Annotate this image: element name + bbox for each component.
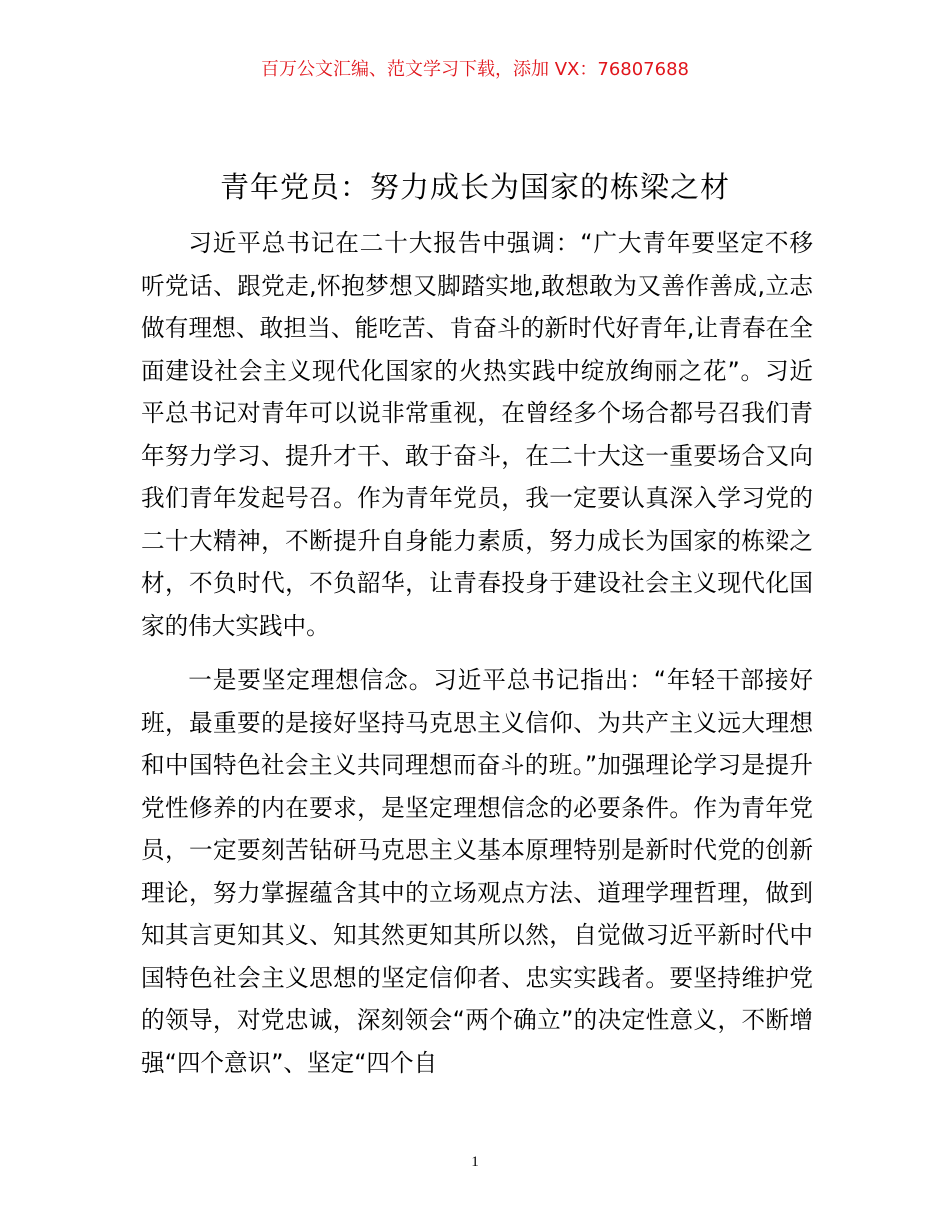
paragraph-ideals: 一是要坚定理想信念。习近平总书记指出：“年轻干部接好班，最重要的是接好坚持马克思主义信仰、为共产主义远大理想和中国特色社会主义共同理想而奋斗的班。”加强理论学习是提升党性修养的内在要求，是坚定理想信念的必要条件。作为青年党员，一定要刻苦钻研马克思主义基本原理特别是新时代党的创新理论，努力掌握蕴含其中的立场观点方法、道理学理哲理，做到知其言更知其义、知其然更知其所以然，自觉做习近平新时代中国特色社会主义思想的坚定信仰者、忠实实践者。要坚持维护党的领导，对党忠诚，深刻领会“两个确立”的决定性意义，不断增强“四个意识”、坚定“四个自 (141, 666, 813, 1077)
header-note: 百万公文汇编、范文学习下载，添加 VX：76807688 (261, 59, 689, 80)
page-number: 1 (471, 1154, 479, 1170)
document-body (141, 222, 813, 1084)
paragraph-intro: 习近平总书记在二十大报告中强调：“广大青年要坚定不移听党话、跟党走,怀抱梦想又脚踏实地,敢想敢为又善作善成,立志做有理想、敢担当、能吃苦、肯奋斗的新时代好青年,让青春在全面建设社会主义现代化国家的火热实践中绽放绚丽之花”。习近平总书记对青年可以说非常重视，在曾经多个场合都号召我们青年努力学习、提升才干、敢于奋斗，在二十大这一重要场合又向我们青年发起号召。作为青年党员，我一定要认真深入学习党的二十大精神，不断提升自身能力素质，努力成长为国家的栋梁之材，不负时代，不负韶华，让青春投身于建设社会主义现代化国家的伟大实践中。 (141, 229, 813, 640)
document-title: 青年党员：努力成长为国家的栋梁之材 (219, 170, 730, 204)
